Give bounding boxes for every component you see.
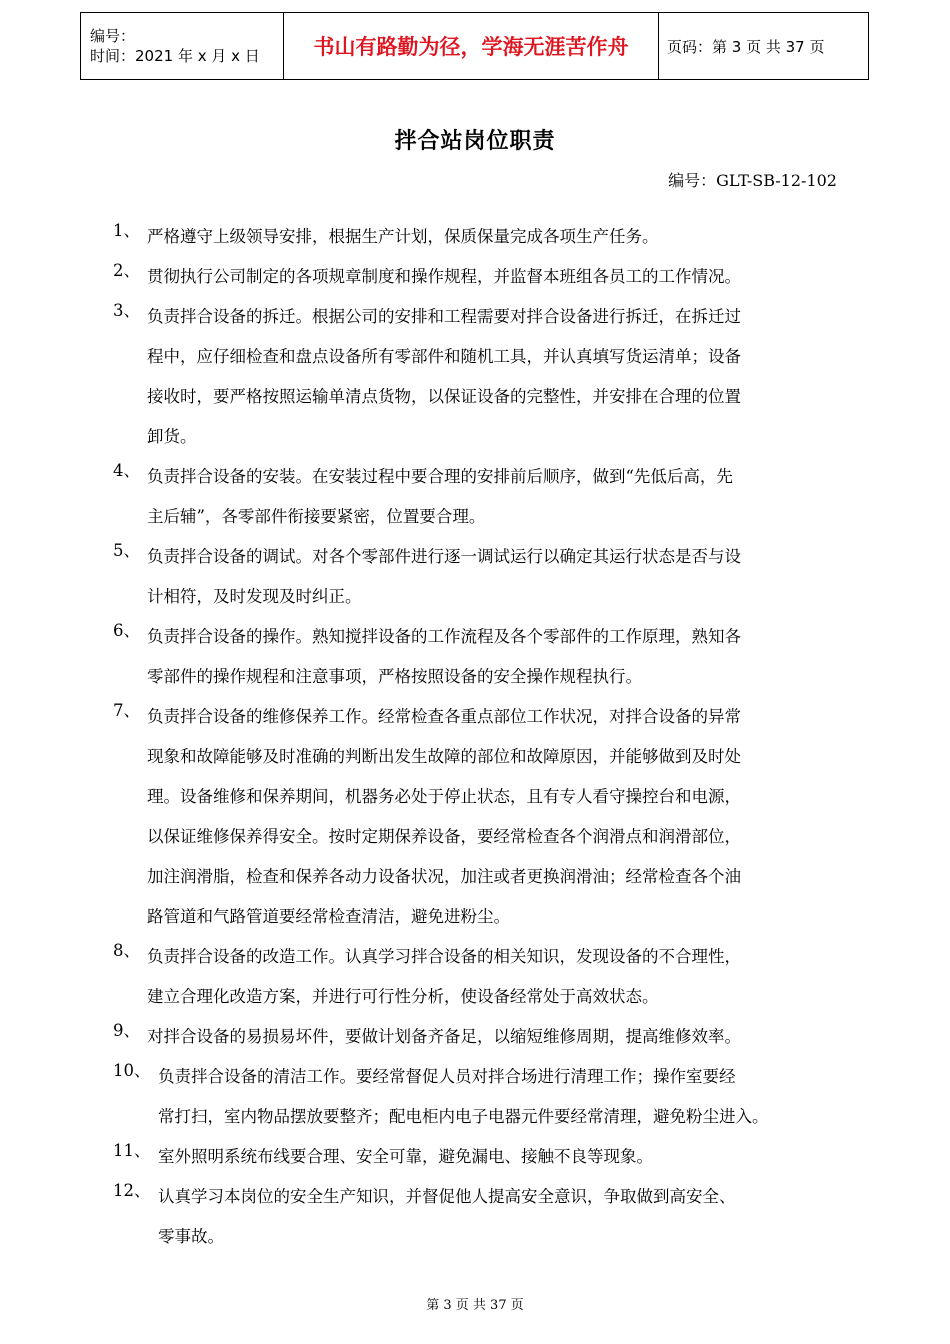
duty-item-text [158,1137,843,1177]
duty-item [113,217,843,257]
duty-item-number: 9、 [113,1021,140,1040]
duty-item [113,1057,843,1137]
duty-item-line: 认真学习本岗位的安全生产知识，并督促他人提高安全意识，争取做到高安全、 [158,1187,736,1206]
duty-item [113,1017,843,1057]
duty-item-line: 主后辅”，各零部件衔接要紧密，位置要合理。 [147,507,486,526]
duty-item-line: 负责拌合设备的维修保养工作。经常检查各重点部位工作状况，对拌合设备的异常 [147,707,741,726]
duty-item-line: 负责拌合设备的安装。在安装过程中要合理的安排前后顺序，做到“先低后高，先 [147,467,733,486]
header-motto-cell [284,13,659,79]
duty-item [113,297,843,457]
header-info-cell [81,13,284,79]
duty-item-text [147,297,843,457]
duty-item [113,697,843,937]
time-label: 时间：2021 年 x 月 x 日 [90,47,260,65]
duty-item-number: 12、 [113,1181,151,1200]
duty-item-line: 加注润滑脂，检查和保养各动力设备状况，加注或者更换润滑油；经常检查各个油 [147,867,741,886]
number-label: 编号： [90,27,136,45]
duty-item-line: 卸货。 [147,427,197,446]
duty-item-line: 路管道和气路管道要经常检查清洁，避免进粉尘。 [147,907,510,926]
duty-item [113,1177,843,1257]
duty-item-number: 3、 [113,301,140,320]
duty-item-line: 负责拌合设备的调试。对各个零部件进行逐一调试运行以确定其运行状态是否与设 [147,547,741,566]
duty-item-number: 4、 [113,461,140,480]
duty-item [113,617,843,697]
duty-item-line: 负责拌合设备的操作。熟知搅拌设备的工作流程及各个零部件的工作原理，熟知各 [147,627,741,646]
duty-item-number: 2、 [113,261,140,280]
duty-item-line: 理。设备维修和保养期间，机器务必处于停止状态，且有专人看守操控台和电源， [147,787,741,806]
duty-item [113,1137,843,1177]
duty-item-number: 1、 [113,221,140,240]
duty-item [113,537,843,617]
duty-item-line: 现象和故障能够及时准确的判断出发生故障的部位和故障原因，并能够做到及时处 [147,747,741,766]
duty-item-text [158,1057,843,1137]
duty-item-line: 零部件的操作规程和注意事项，严格按照设备的安全操作规程执行。 [147,667,642,686]
duty-item-line: 负责拌合设备的拆迁。根据公司的安排和工程需要对拌合设备进行拆迁，在拆迁过 [147,307,741,326]
duty-item-text [147,217,843,257]
header-page-cell [659,13,868,79]
duty-item-line: 负责拌合设备的改造工作。认真学习拌合设备的相关知识，发现设备的不合理性， [147,947,741,966]
duty-item-text [147,1017,843,1057]
duty-item-number: 11、 [113,1141,151,1160]
document-title: 拌合站岗位职责 [394,129,556,154]
duty-item-number: 5、 [113,541,140,560]
duty-item-text [158,1177,843,1257]
duty-item-line: 接收时，要严格按照运输单清点货物，以保证设备的完整性，并安排在合理的位置 [147,387,741,406]
document-number: 编号：GLT-SB-12-102 [668,171,837,190]
duty-list [113,217,843,1257]
duty-item-line: 计相符，及时发现及时纠正。 [147,587,362,606]
duty-item-number: 8、 [113,941,140,960]
duty-item-line: 程中，应仔细检查和盘点设备所有零部件和随机工具，并认真填写货运清单；设备 [147,347,741,366]
duty-item-number: 6、 [113,621,140,640]
duty-item-line: 对拌合设备的易损易坏件，要做计划备齐备足，以缩短维修周期，提高维修效率。 [147,1027,741,1046]
duty-item-line: 负责拌合设备的清洁工作。要经常督促人员对拌合场进行清理工作；操作室要经 [158,1067,736,1086]
duty-item-line: 零事故。 [158,1227,224,1246]
duty-item-text [147,617,843,697]
duty-item-text [147,697,843,937]
duty-item-line: 室外照明系统布线要合理、安全可靠，避免漏电、接触不良等现象。 [158,1147,653,1166]
duty-item-line: 严格遵守上级领导安排，根据生产计划，保质保量完成各项生产任务。 [147,227,659,246]
duty-item-text [147,537,843,617]
duty-item-line: 常打扫，室内物品摆放要整齐；配电柜内电子电器元件要经常清理，避免粉尘进入。 [158,1107,769,1126]
duty-item-number: 7、 [113,701,140,720]
duty-item-number: 10、 [113,1061,151,1080]
duty-item-text [147,457,843,537]
header-table [80,12,869,80]
motto: 书山有路勤为径，学海无涯苦作舟 [313,35,629,59]
duty-item [113,937,843,1017]
duty-item-text [147,257,843,297]
duty-item-text [147,937,843,1017]
duty-item [113,457,843,537]
duty-item-line: 贯彻执行公司制定的各项规章制度和操作规程，并监督本班组各员工的工作情况。 [147,267,741,286]
duty-item [113,257,843,297]
duty-item-line: 以保证维修保养得安全。按时定期保养设备，要经常检查各个润滑点和润滑部位， [147,827,741,846]
page-label: 页码：第 3 页 共 37 页 [667,37,825,56]
duty-item-line: 建立合理化改造方案，并进行可行性分析，使设备经常处于高效状态。 [147,987,659,1006]
page-footer: 第 3 页 共 37 页 [426,1298,524,1313]
